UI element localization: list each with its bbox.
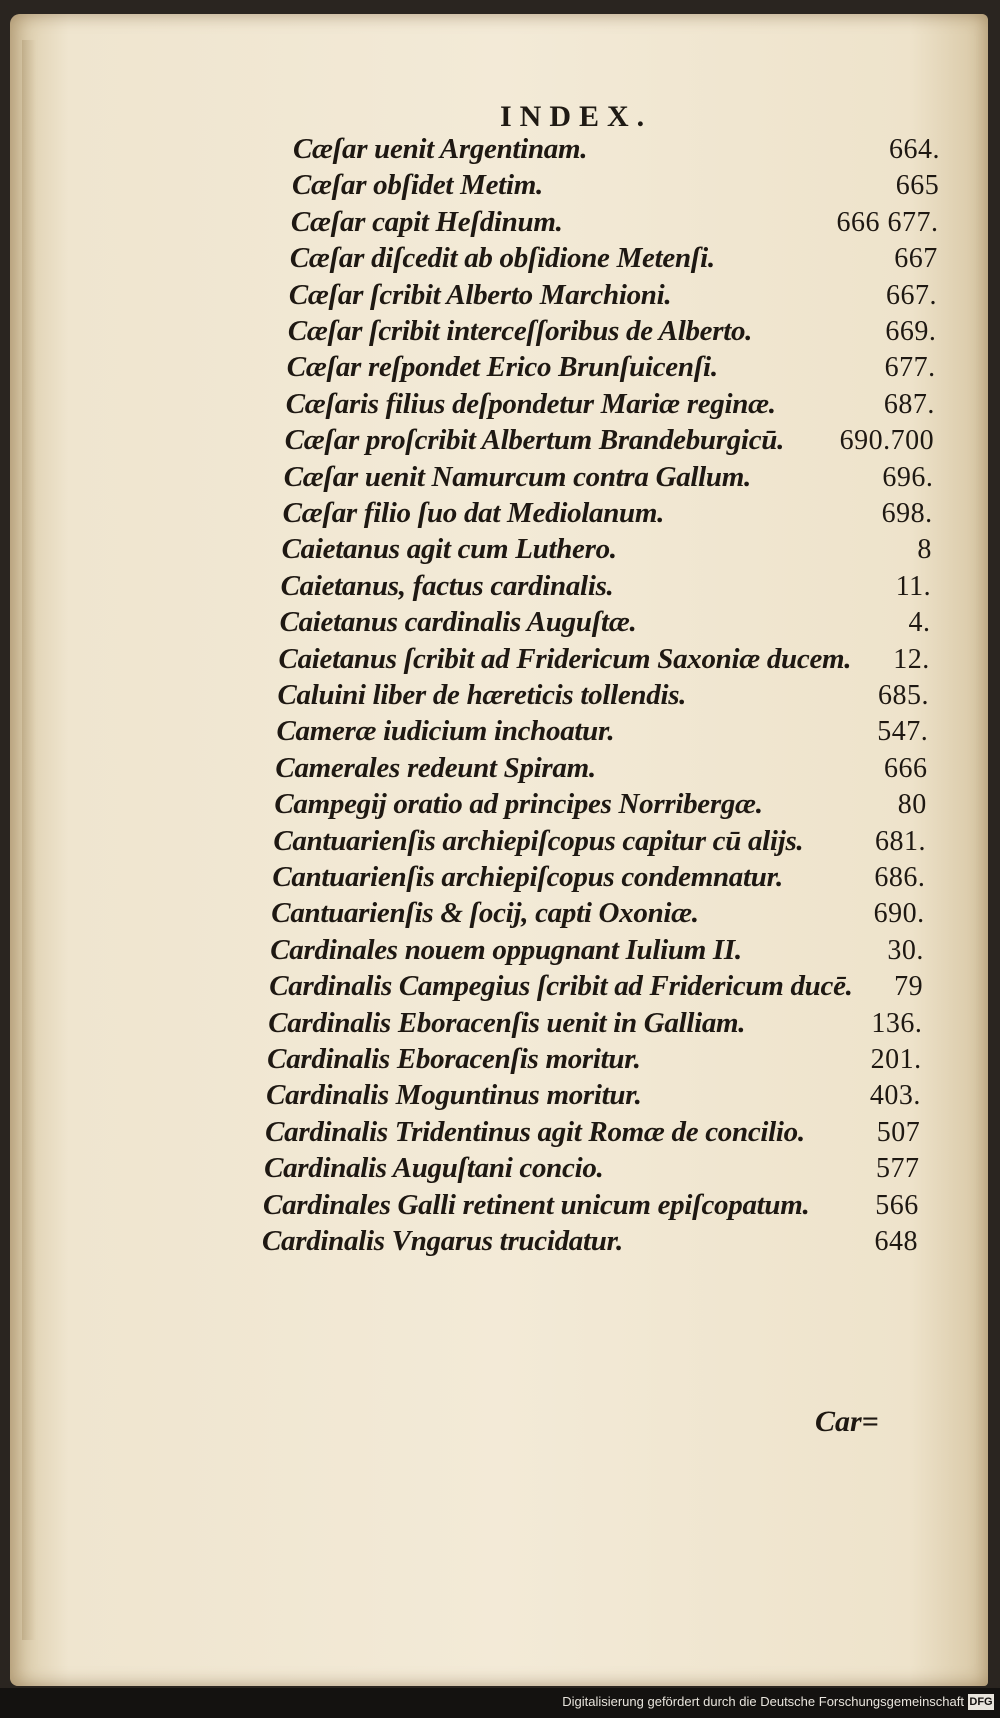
entry-page-ref: 677. xyxy=(884,352,936,384)
index-entry xyxy=(276,715,928,748)
entry-text: Cæſaris filius deſpondetur Mariæ reginæ. xyxy=(285,387,776,420)
index-entry xyxy=(292,169,939,202)
index-entry xyxy=(262,1225,918,1258)
entry-text: Cameræ iudicium inchoatur. xyxy=(276,715,615,748)
entry-page-ref: 686. xyxy=(874,862,926,893)
entry-page-ref: 507 xyxy=(876,1116,921,1148)
entry-page-ref: 664. xyxy=(889,134,940,165)
entry-text: Camerales redeunt Spiram. xyxy=(275,751,596,784)
index-entry xyxy=(283,497,933,530)
index-entry xyxy=(282,533,932,566)
entry-text: Cæſar capit Heſdinum. xyxy=(290,205,563,238)
index-entry xyxy=(293,133,940,166)
entry-page-ref: 685. xyxy=(878,680,929,711)
index-entry xyxy=(287,351,936,384)
entry-page-ref: 8 xyxy=(917,534,932,566)
entry-text: Cardinalis Vngarus trucidatur. xyxy=(262,1225,623,1257)
entry-page-ref: 403. xyxy=(869,1080,921,1112)
index-entry xyxy=(289,279,937,312)
index-entry xyxy=(269,970,923,1003)
index-entry xyxy=(272,861,925,894)
entry-text: Campegij oratio ad principes Norribergæ. xyxy=(274,788,763,821)
entry-text: Cæſar proſcribit Albertum Brandeburgicū. xyxy=(284,424,785,457)
entry-text: Cardinales nouem oppugnant Iulium II. xyxy=(270,933,742,966)
index-entry xyxy=(280,606,931,639)
entry-page-ref: 80 xyxy=(897,789,927,821)
entry-text: Cæſar diſcedit ab obſidione Metenſi. xyxy=(289,242,715,275)
index-entry xyxy=(279,643,930,676)
index-entry xyxy=(273,825,926,858)
entry-text: Cæſar uenit Argentinam. xyxy=(293,133,588,165)
entry-text: Cardinalis Eboracenſis uenit in Galliam. xyxy=(268,1006,746,1039)
running-head: INDEX. xyxy=(500,100,653,133)
dfg-logo-icon: DFG xyxy=(969,1696,993,1708)
index-entry xyxy=(290,242,938,275)
entry-page-ref: 667. xyxy=(886,279,938,311)
index-entry xyxy=(291,206,939,239)
index-entry xyxy=(266,1079,921,1112)
index-entry xyxy=(281,570,932,603)
entry-page-ref: 669. xyxy=(885,316,937,347)
index-entry xyxy=(271,897,924,930)
entry-page-ref: 698. xyxy=(881,498,933,529)
entry-page-ref: 136. xyxy=(871,1007,923,1039)
index-entry xyxy=(284,461,934,494)
entry-text: Cæſar reſpondet Erico Brunſuicenſi. xyxy=(286,351,718,384)
entry-text: Cantuarienſis archiepiſcopus condemnatur. xyxy=(272,861,783,893)
entry-text: Caluini liber de hæreticis tollendis. xyxy=(277,679,687,711)
entry-text: Cardinalis Moguntinus moritur. xyxy=(266,1079,642,1112)
index-entry xyxy=(285,424,934,457)
catchword: Car= xyxy=(815,1405,879,1438)
entry-text: Cæſar uenit Namurcum contra Gallum. xyxy=(283,460,751,493)
index-entry xyxy=(267,1043,922,1076)
entry-page-ref: 79 xyxy=(894,971,924,1003)
entry-text: Cardinalis Campegius ſcribit ad Fridericum ducē. xyxy=(269,970,853,1003)
entry-text: Cardinalis Auguſtani concio. xyxy=(264,1152,604,1185)
entry-text: Caietanus agit cum Luthero. xyxy=(281,533,617,566)
entry-page-ref: 666 xyxy=(884,752,928,784)
index-entry xyxy=(278,679,930,712)
index-entry xyxy=(268,1007,922,1040)
index-entry xyxy=(264,1152,919,1185)
entry-page-ref: 665 xyxy=(895,170,940,202)
entry-page-ref: 648 xyxy=(874,1226,918,1257)
entry-page-ref: 577 xyxy=(875,1153,920,1185)
funding-credit: Digitalisierung gefördert durch die Deutsche Forschungsgemeinschaft xyxy=(562,1694,964,1709)
digitization-footer xyxy=(0,1688,1000,1718)
entry-page-ref: 696. xyxy=(882,461,934,493)
entry-text: Cæſar filio ſuo dat Mediolanum. xyxy=(282,497,665,529)
entry-page-ref: 547. xyxy=(877,716,929,748)
entry-page-ref: 690. xyxy=(873,898,925,930)
entry-page-ref: 566 xyxy=(875,1189,919,1221)
entry-page-ref: 201. xyxy=(870,1044,922,1075)
entry-text: Cardinales Galli retinent unicum epiſcopatum. xyxy=(263,1188,810,1221)
entry-text: Cæſar obſidet Metim. xyxy=(291,169,543,202)
index-entry xyxy=(286,388,935,421)
entry-page-ref: 666 677. xyxy=(836,206,939,238)
entry-page-ref: 681. xyxy=(875,825,927,857)
entry-page-ref: 11. xyxy=(895,570,932,602)
entry-text: Caietanus, factus cardinalis. xyxy=(280,569,614,602)
entry-text: Cardinalis Tridentinus agit Romæ de concilio. xyxy=(265,1115,805,1148)
index-entry xyxy=(270,934,924,967)
entry-page-ref: 690.700 xyxy=(839,425,935,457)
index-entry xyxy=(265,1116,920,1149)
index-entry xyxy=(263,1189,919,1222)
entry-text: Cantuarienſis archiepiſcopus capitur cū alijs. xyxy=(273,824,804,857)
entry-text: Cæſar ſcribit Alberto Marchioni. xyxy=(288,278,672,311)
entry-page-ref: 687. xyxy=(883,388,935,420)
index-entry xyxy=(275,752,927,785)
entry-text: Caietanus cardinalis Auguſtæ. xyxy=(279,606,637,639)
index-entry xyxy=(274,788,926,821)
entry-text: Cæſar ſcribit interceſſoribus de Alberto. xyxy=(287,315,753,347)
entry-page-ref: 667 xyxy=(894,243,938,275)
entry-text: Cardinalis Eboracenſis moritur. xyxy=(267,1043,641,1075)
entry-text: Caietanus ſcribit ad Fridericum Saxoniæ ducem. xyxy=(278,642,852,675)
entry-page-ref: 30. xyxy=(887,934,924,966)
entry-text: Cantuarienſis & ſocij, capti Oxoniæ. xyxy=(271,897,699,930)
entry-page-ref: 12. xyxy=(893,643,930,675)
entry-page-ref: 4. xyxy=(908,607,931,639)
index-entry xyxy=(288,315,937,348)
